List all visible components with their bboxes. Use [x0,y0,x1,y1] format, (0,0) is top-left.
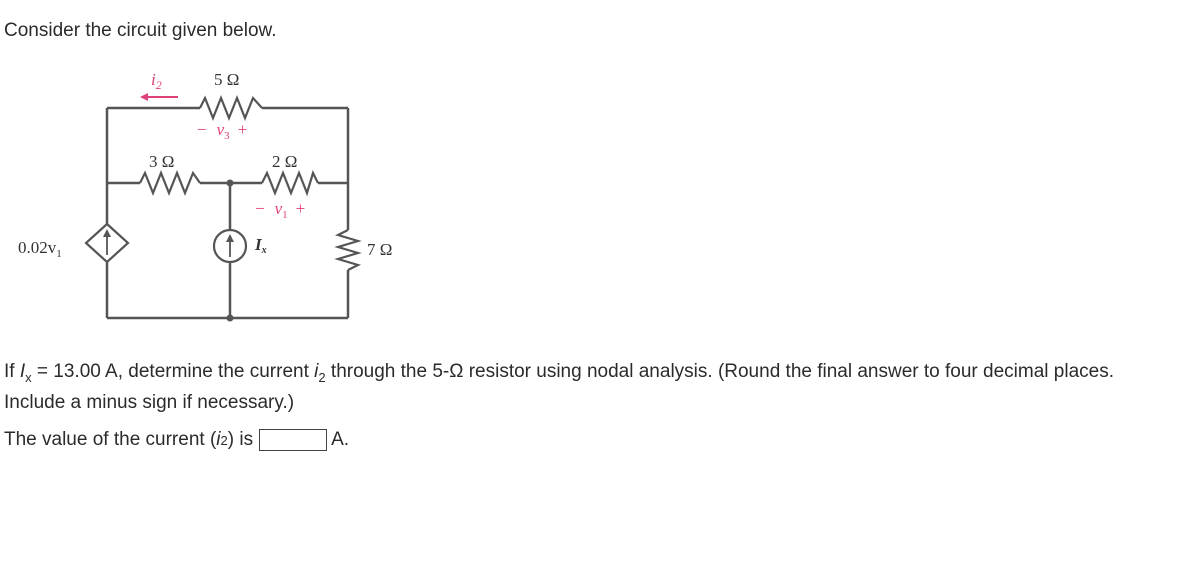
ix-label: Ix [255,235,267,256]
intro-text: Consider the circuit given below. [4,20,277,41]
circuit-diagram [0,60,420,330]
ix-symbol: I [19,361,26,382]
node-dot [227,315,234,322]
dependent-current-source [86,224,128,262]
i2-arrow-icon [140,93,178,101]
v1-label: − $v_1$ + [255,199,306,221]
current-source-ix [214,230,246,262]
v3-label: − $v_3$ + [197,120,248,142]
answer-input[interactable] [259,429,327,451]
node-dot [227,180,234,187]
r3-label: 3 Ω [149,152,175,171]
resistor-7-ohm [338,230,358,270]
r5-label: 5 Ω [214,70,240,89]
resistor-3-ohm [140,173,200,193]
i2-symbol: i [314,361,319,382]
question-line-2: Include a minus sign if necessary.) [4,391,295,413]
unit-label: A. [331,429,350,450]
answer-row: The value of the current ( i 2 ) is A. [4,429,350,450]
i2-label: $i_2$ [151,70,162,92]
resistor-5-ohm [200,98,262,118]
r2-label: 2 Ω [272,152,298,171]
dependent-source-label: $0.02v_1$ [18,238,62,260]
resistor-2-ohm [262,173,318,193]
r7-label: 7 Ω [367,240,393,259]
question-text: If $I_x = 13.00$ A, determine the current $i_2$ through the 5-Ω resistor using nodal analysis. (Round the final answer to four decimal places. Include a minus sign if necessary.) [4,359,1194,415]
